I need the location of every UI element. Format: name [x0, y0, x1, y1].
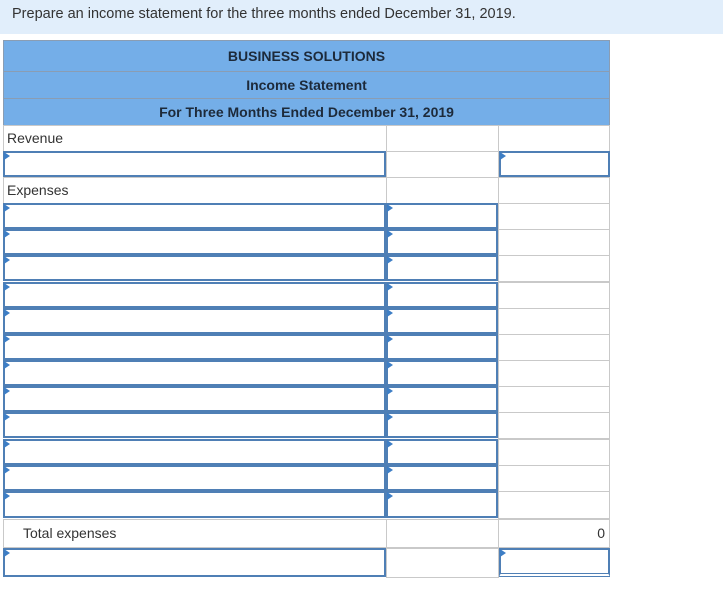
expense-total-cell-8	[498, 386, 610, 413]
total-expenses-blank-cell	[386, 519, 499, 548]
header-title	[3, 71, 610, 99]
expense-total-cell-3	[498, 255, 610, 282]
expense-total-cell-12	[498, 491, 610, 519]
expense-account-input-8[interactable]	[3, 386, 386, 412]
expense-total-cell-11	[498, 465, 610, 492]
expense-amount-input-11[interactable]	[386, 465, 498, 491]
expense-account-input-11[interactable]	[3, 465, 386, 491]
expense-amount-input-5[interactable]	[386, 308, 498, 334]
revenue-blank-cell-2	[498, 125, 610, 152]
expense-account-input-9[interactable]	[3, 412, 386, 438]
revenue-account-input[interactable]	[3, 151, 386, 177]
expense-total-cell-7	[498, 360, 610, 387]
expense-total-cell-1	[498, 203, 610, 230]
expense-total-cell-4	[498, 282, 610, 309]
expense-amount-input-4[interactable]	[386, 282, 498, 308]
expense-total-cell-5	[498, 308, 610, 335]
expense-total-cell-2	[498, 229, 610, 256]
expense-account-input-2[interactable]	[3, 229, 386, 255]
expense-account-input-10[interactable]	[3, 439, 386, 465]
expense-amount-input-9[interactable]	[386, 412, 498, 438]
expense-account-input-1[interactable]	[3, 203, 386, 229]
expense-amount-input-8[interactable]	[386, 386, 498, 412]
expense-total-cell-6	[498, 334, 610, 361]
expense-account-input-4[interactable]	[3, 282, 386, 308]
expense-amount-input-3[interactable]	[386, 255, 498, 281]
net-income-blank-cell	[386, 548, 499, 578]
expense-amount-input-12[interactable]	[386, 491, 498, 518]
expense-amount-input-7[interactable]	[386, 360, 498, 386]
revenue-blank-cell-3	[386, 151, 499, 178]
expense-total-cell-9	[498, 412, 610, 439]
net-income-amount-input[interactable]	[499, 548, 610, 577]
expense-total-cell-10	[498, 439, 610, 466]
header-company	[3, 40, 610, 72]
expense-account-input-6[interactable]	[3, 334, 386, 360]
expense-amount-input-2[interactable]	[386, 229, 498, 255]
expenses-label: Expenses	[7, 182, 69, 198]
expenses-blank-cell-2	[498, 177, 610, 204]
expense-amount-input-1[interactable]	[386, 203, 498, 229]
statement-title: Income Statement	[246, 77, 367, 93]
expense-account-input-12[interactable]	[3, 491, 386, 518]
expense-amount-input-10[interactable]	[386, 439, 498, 465]
expense-account-input-3[interactable]	[3, 255, 386, 281]
net-income-label-input[interactable]	[3, 548, 386, 577]
total-expenses-value: 0	[597, 525, 605, 541]
total-expenses-label: Total expenses	[23, 525, 117, 541]
header-period	[3, 98, 610, 126]
revenue-label: Revenue	[7, 130, 64, 146]
expenses-blank-cell-1	[386, 177, 499, 204]
expense-account-input-7[interactable]	[3, 360, 386, 386]
expense-amount-input-6[interactable]	[386, 334, 498, 360]
expense-account-input-5[interactable]	[3, 308, 386, 334]
revenue-amount-input[interactable]	[499, 151, 610, 177]
revenue-blank-cell-1	[386, 125, 499, 152]
company-name: BUSINESS SOLUTIONS	[227, 48, 386, 64]
question-prompt: Prepare an income statement for the three months ended December 31, 2019.	[0, 0, 723, 34]
statement-period: For Three Months Ended December 31, 2019	[159, 104, 454, 120]
